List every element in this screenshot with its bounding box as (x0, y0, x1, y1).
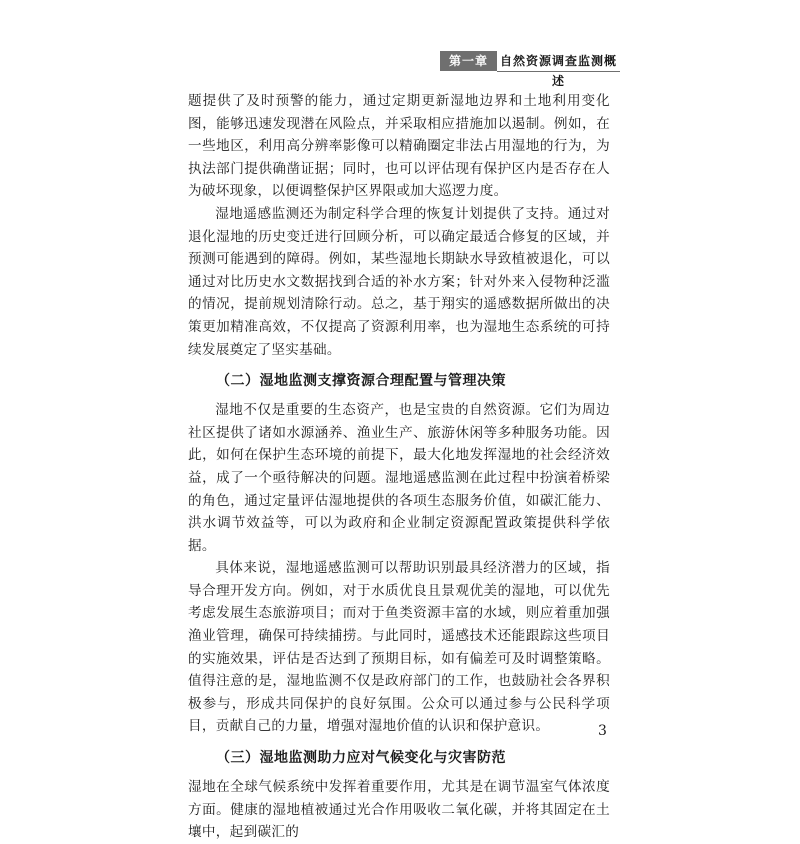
paragraph-3: 湿地不仅是重要的生态资产，也是宝贵的自然资源。它们为周边社区提供了诸如水源涵养、渔业生产、旅游休闲等多种服务功能。因此，如何在保护生态环境的前提下，最大化地发挥湿地的社会经济效益，成了一个亟待解决的问题。湿地遥感监测在此过程中扮演着桥梁的角色，通过定量评估湿地提供的各项生态服务价值，如碳汇能力、洪水调节效益等，可以为政府和企业制定资源配置政策提供科学依据。 (188, 402, 610, 554)
page-body (188, 90, 610, 844)
chapter-tab: 第一章 (440, 51, 497, 71)
paragraph-1: 题提供了及时预警的能力，通过定期更新湿地边界和土地利用变化图，能够迅速发现潜在风险点，并采取相应措施加以遏制。例如，在一些地区，利用高分辨率影像可以精确圈定非法占用湿地的行为，为执法部门提供确凿证据；同时，也可以评估现有保护区内是否存在人为破坏现象，以便调整保护区界限或加大巡逻力度。 (188, 93, 610, 200)
page-number: 3 (598, 723, 607, 739)
running-header (440, 51, 620, 88)
chapter-title: 自然资源调查监测概述 (497, 51, 620, 72)
paragraph-2: 湿地遥感监测还为制定科学合理的恢复计划提供了支持。通过对退化湿地的历史变迁进行回顾分析，可以确定最适合修复的区域，并预测可能遇到的障碍。例如，某些湿地长期缺水导致植被退化，可以通过对比历史水文数据找到合适的补水方案；针对外来入侵物种泛滥的情况，提前规划清除行动。总之，基于翔实的遥感数据所做出的决策更加精准高效，不仅提高了资源利用率，也为湿地生态系统的可持续发展奠定了坚实基础。 (188, 205, 610, 358)
section-heading-3: （三）湿地监测助力应对气候变化与灾害防范 (216, 750, 506, 767)
paragraph-4: 具体来说，湿地遥感监测可以帮助识别最具经济潜力的区域，指导合理开发方向。例如，对于水质优良且景观优美的湿地，可以优先考虑发展生态旅游项目；而对于鱼类资源丰富的水域，则应着重加强渔业管理，确保可持续捕捞。与此同时，遥感技术还能跟踪这些项目的实施效果，评估是否达到了预期目标，如有偏差可及时调整策略。值得注意的是，湿地监测不仅是政府部门的工作，也鼓励社会各界积极参与，形成共同保护的良好氛围。公众可以通过参与公民科学项目，贡献自己的力量，增强对湿地价值的认识和保护意识。 (188, 560, 610, 735)
paragraph-5: 湿地在全球气候系统中发挥着重要作用，尤其是在调节温室气体浓度方面。健康的湿地植被通过光合作用吸收二氧化碳，并将其固定在土壤中，起到碳汇的 (188, 779, 610, 841)
section-heading-2: （二）湿地监测支撑资源合理配置与管理决策 (216, 373, 506, 390)
